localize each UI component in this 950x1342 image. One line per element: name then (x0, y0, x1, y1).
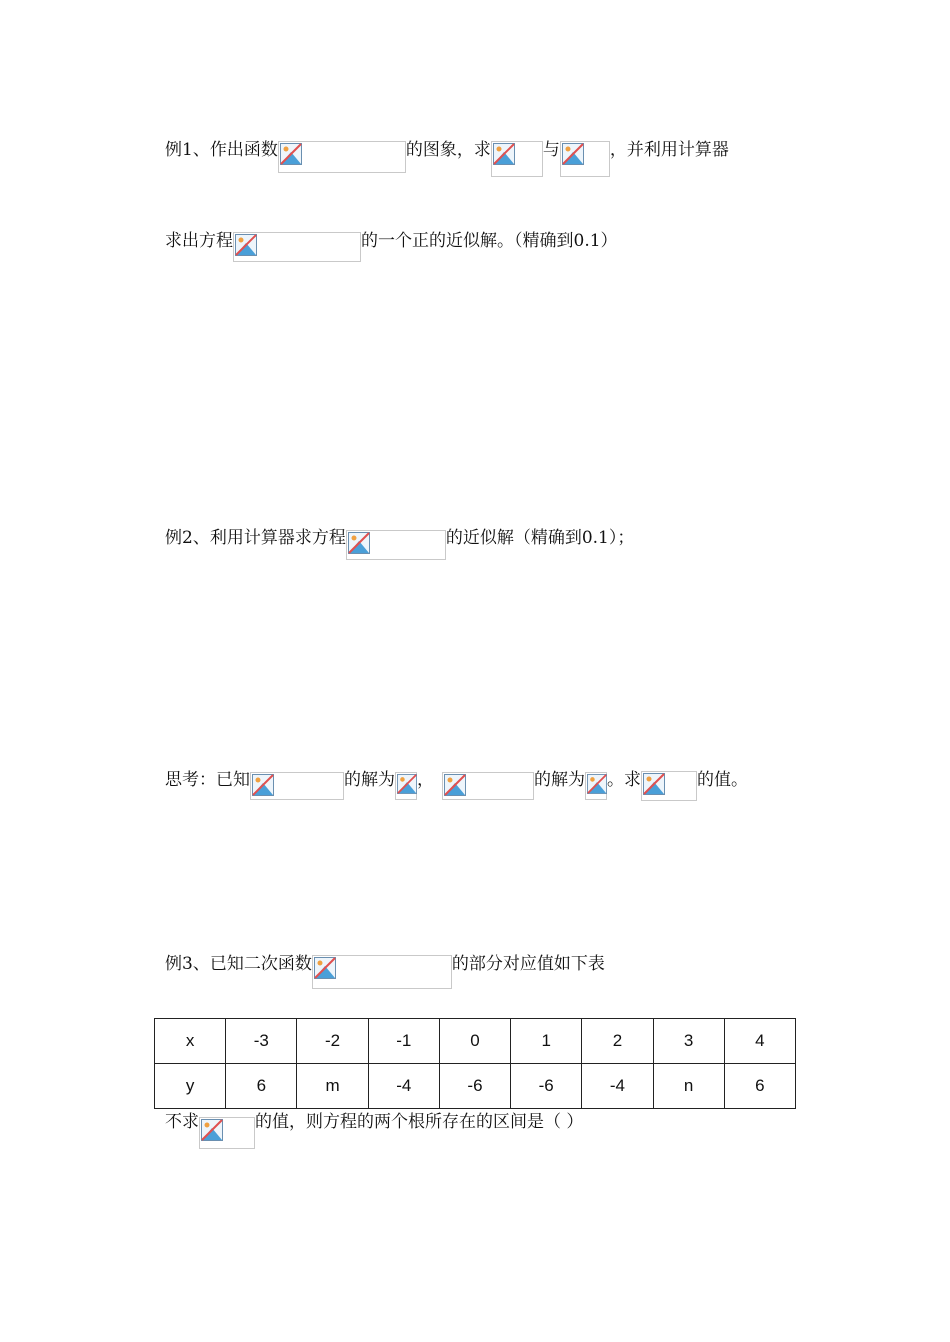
formula-image (491, 141, 543, 177)
table-cell: x (155, 1019, 226, 1064)
example1-line1 (165, 140, 729, 177)
text: ， (417, 770, 434, 790)
table-row (155, 1064, 796, 1109)
table-row (155, 1019, 796, 1064)
table-cell: n (653, 1064, 724, 1109)
text: 思考：已知 (165, 770, 250, 790)
table-cell: 1 (511, 1019, 582, 1064)
text: 的解为 (534, 770, 585, 790)
text: 的部分对应值如下表 (451, 954, 605, 974)
table-cell: -2 (297, 1019, 368, 1064)
table-cell: 3 (653, 1019, 724, 1064)
table-cell: -6 (511, 1064, 582, 1109)
formula-image (560, 141, 610, 177)
broken-image-icon (444, 774, 466, 796)
table-cell: -4 (368, 1064, 439, 1109)
text: 的一个正的近似解。（精确到0.1） (361, 231, 618, 251)
table-cell: 6 (226, 1064, 297, 1109)
text: 的值，则方程的两个根所存在的区间是（ ） (255, 1112, 584, 1132)
example1-line2 (165, 231, 618, 262)
formula-image (250, 772, 344, 800)
table-cell: m (297, 1064, 368, 1109)
table-cell: -4 (582, 1064, 653, 1109)
broken-image-icon (397, 774, 417, 794)
table-cell: 2 (582, 1019, 653, 1064)
formula-image (442, 772, 534, 800)
broken-image-icon (587, 774, 607, 794)
text: 的图象，求 (405, 140, 491, 160)
table-cell: -6 (439, 1064, 510, 1109)
formula-image (395, 772, 417, 800)
table-cell: y (155, 1064, 226, 1109)
text: ，并利用计算器 (609, 140, 729, 160)
broken-image-icon (348, 532, 370, 554)
formula-image (278, 141, 406, 173)
text: 。求 (607, 770, 641, 790)
broken-image-icon (643, 773, 665, 795)
formula-image (641, 771, 697, 801)
formula-image (233, 232, 361, 262)
table-cell: 6 (724, 1064, 795, 1109)
text: 的解为 (344, 770, 395, 790)
table-cell: -1 (368, 1019, 439, 1064)
text: 例3、已知二次函数 (165, 954, 312, 974)
broken-image-icon (235, 234, 257, 256)
broken-image-icon (280, 143, 302, 165)
broken-image-icon (314, 957, 336, 979)
formula-image (585, 772, 607, 800)
text: 例2、利用计算器求方程 (165, 528, 346, 548)
value-table (154, 1018, 796, 1109)
broken-image-icon (252, 774, 274, 796)
example3-question (165, 1112, 583, 1149)
text: 的近似解（精确到0.1）； (445, 528, 635, 548)
table-cell: -3 (226, 1019, 297, 1064)
example2-line (165, 528, 634, 560)
broken-image-icon (201, 1119, 223, 1141)
text: 的值。 (697, 770, 748, 790)
table-cell: 4 (724, 1019, 795, 1064)
formula-image (346, 530, 446, 560)
text: 例1、作出函数 (165, 140, 278, 160)
think-line (165, 770, 748, 801)
text: 与 (542, 140, 560, 160)
formula-image (199, 1117, 255, 1149)
broken-image-icon (562, 143, 584, 165)
formula-image (312, 955, 452, 989)
text: 求出方程 (165, 231, 233, 251)
text: 不求 (165, 1112, 199, 1132)
table-cell: 0 (439, 1019, 510, 1064)
broken-image-icon (493, 143, 515, 165)
example3-intro (165, 954, 605, 989)
